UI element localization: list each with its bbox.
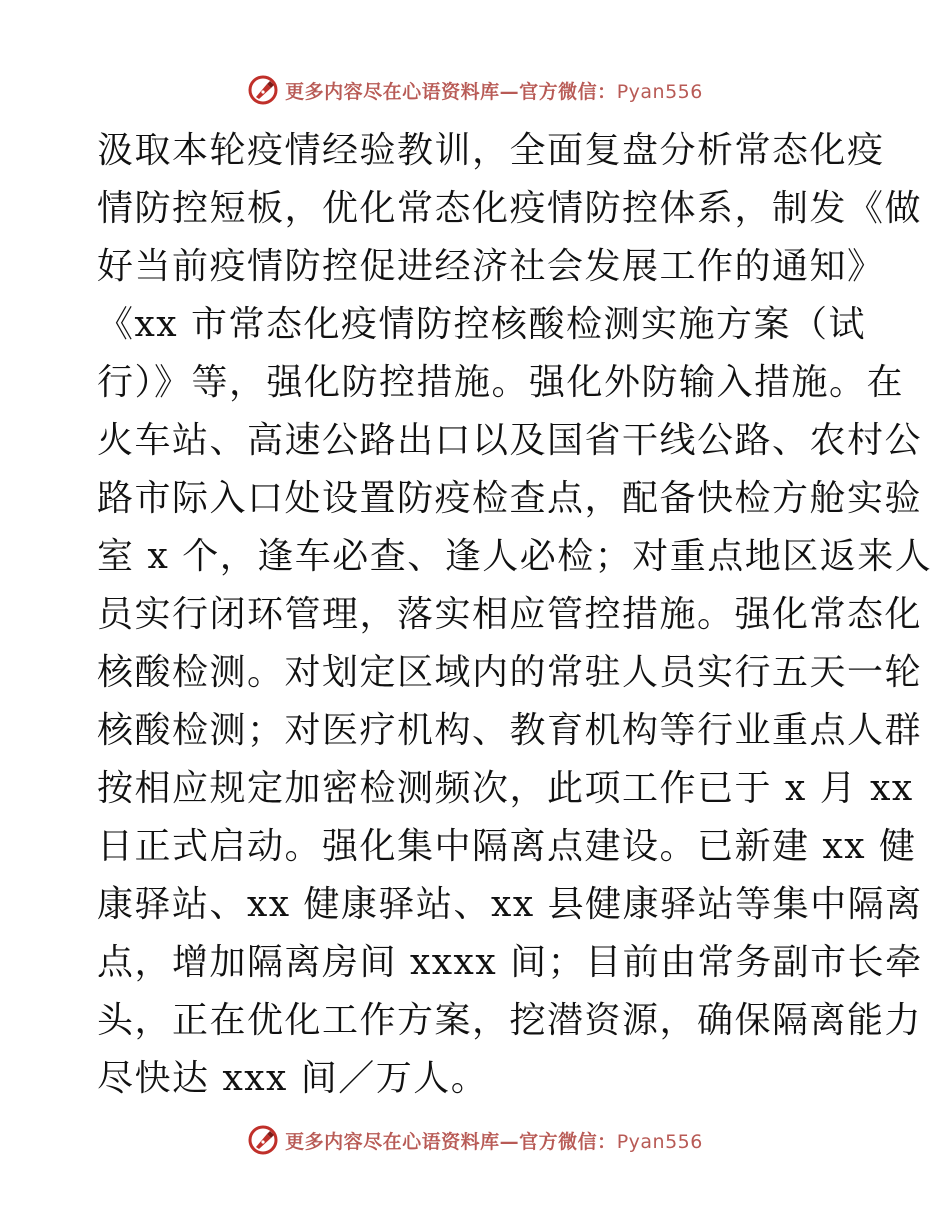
wechat-label: 官方微信： [519, 1130, 617, 1153]
text-line: 好当前疫情防控促进经济社会发展工作的通知》 [97, 246, 885, 287]
text-line: 路市际入口处设置防疫检查点，配备快检方舱实验 [97, 478, 923, 519]
text-line: 核酸检测。对划定区域内的常驻人员实行五天一轮 [97, 652, 923, 693]
text-line: 员实行闭环管理，落实相应管控措施。强化常态化 [97, 594, 923, 635]
banner-separator: — [499, 80, 520, 103]
text-line: 核酸检测；对医疗机构、教育机构等行业重点人群 [97, 710, 923, 751]
text-line: 汲取本轮疫情经验教训，全面复盘分析常态化疫 [97, 130, 885, 171]
text-line: 火车站、高速公路出口以及国省干线公路、农村公 [97, 420, 923, 461]
footer-banner [0, 1120, 950, 1160]
text-line: 室 x 个，逢车必查、逢人必检；对重点地区返来人 [97, 536, 933, 577]
text-line: 日正式启动。强化集中隔离点建设。已新建 xx 健 [97, 826, 917, 867]
wechat-id: Pyan556 [616, 80, 703, 103]
header-banner [0, 70, 950, 110]
promo-text: 更多内容尽在心语资料库 [285, 1130, 500, 1153]
text-line: 头，正在优化工作方案，挖潜资源，确保隔离能力 [97, 1000, 923, 1041]
text-line: 康驿站、xx 健康驿站、xx 县健康驿站等集中隔离 [97, 884, 923, 925]
text-line: 情防控短板，优化常态化疫情防控体系，制发《做 [97, 188, 923, 229]
promo-text: 更多内容尽在心语资料库 [285, 80, 500, 103]
text-line: 点，增加隔离房间 xxxx 间；目前由常务副市长牵 [97, 942, 923, 983]
document-body [97, 122, 933, 1108]
pen-nib-logo-icon [247, 1124, 279, 1156]
wechat-id: Pyan556 [616, 1130, 703, 1153]
banner-separator: — [499, 1130, 520, 1153]
text-line: 尽快达 xxx 间／万人。 [97, 1058, 489, 1099]
text-line: 按相应规定加密检测频次，此项工作已于 x 月 xx [97, 768, 914, 809]
text-line: 《xx 市常态化疫情防控核酸检测实施方案（试 [97, 304, 867, 345]
wechat-label: 官方微信： [519, 80, 617, 103]
pen-nib-logo-icon [247, 74, 279, 106]
text-line: 行）》等，强化防控措施。强化外防输入措施。在 [97, 362, 905, 403]
